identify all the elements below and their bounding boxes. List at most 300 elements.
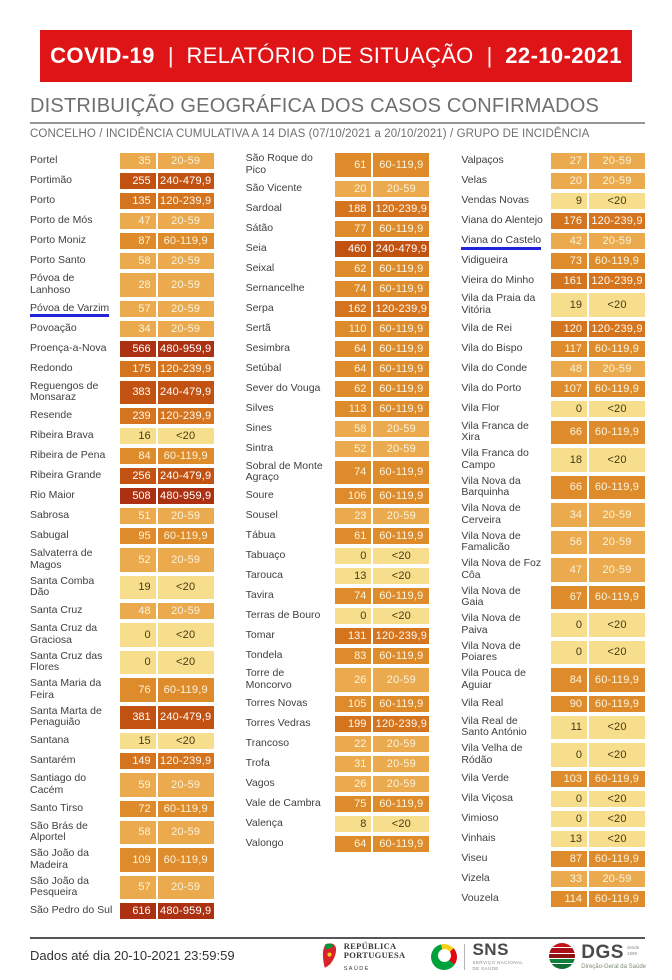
incidence-group-cell: 60-119,9: [373, 381, 429, 397]
municipality-name: Póvoa de Lanhoso: [30, 272, 75, 296]
municipality-name: São João da Pesqueira: [30, 874, 89, 899]
confirmed-cases-value-cell: 256: [120, 468, 156, 484]
confirmed-cases-value-cell: 64: [335, 341, 371, 357]
table-row: [246, 528, 430, 544]
table-row: [461, 321, 645, 337]
municipality-name: Santa Comba Dão: [30, 574, 95, 599]
incidence-group-cell: 480-959,9: [158, 488, 214, 504]
confirmed-cases-value-cell: 175: [120, 361, 156, 377]
municipality-name: Ribeira Brava: [30, 429, 94, 442]
table-row: [30, 651, 214, 675]
incidence-group-cell: 20-59: [589, 558, 645, 582]
municipality-name: Vila de Rei: [461, 321, 512, 334]
confirmed-cases-value-cell: 8: [335, 816, 371, 832]
republica-saude-label: SAÚDE: [343, 965, 370, 972]
incidence-group-cell: 120-239,9: [373, 628, 429, 644]
confirmed-cases-value-cell: 75: [335, 796, 371, 812]
table-row: [30, 848, 214, 872]
confirmed-cases-value-cell: 22: [335, 736, 371, 752]
table-row: [30, 381, 214, 405]
municipality-name: Vila Nova da Barquinha: [461, 474, 521, 499]
table-row: [30, 733, 214, 749]
incidence-group-cell: <20: [373, 548, 429, 564]
situation-report-page: [0, 30, 672, 980]
incidence-group-cell: 20-59: [589, 531, 645, 555]
table-row: [30, 903, 214, 919]
municipality-name: Vila do Porto: [461, 381, 522, 394]
table-row: [461, 173, 645, 189]
table-row: [30, 753, 214, 769]
sns-logo: [431, 941, 523, 972]
table-row: [461, 613, 645, 637]
table-row: [246, 716, 430, 732]
table-row: [30, 678, 214, 702]
municipality-name: São Brás de Alportel: [30, 819, 88, 844]
municipality-name: Vila do Bispo: [461, 341, 523, 354]
table-row: [246, 508, 430, 524]
table-row: [30, 213, 214, 229]
municipality-name: Sertã: [245, 321, 271, 334]
municipality-name: Silves: [245, 401, 274, 414]
confirmed-cases-value-cell: 77: [335, 221, 371, 237]
republica-wordmark: REPÚBLICA PORTUGUESA: [343, 940, 406, 961]
municipality-name: São Pedro do Sul: [30, 904, 113, 917]
municipality-name: Vendas Novas: [461, 194, 530, 207]
table-row: [30, 508, 214, 524]
table-row: [461, 233, 645, 249]
table-row: [246, 241, 430, 257]
banner-date-label: 22-10-2021: [505, 43, 622, 68]
portugal-emblem-icon: [321, 942, 338, 969]
incidence-group-cell: 20-59: [589, 233, 645, 249]
table-row: [461, 716, 645, 740]
incidence-group-cell: 20-59: [158, 548, 214, 572]
municipality-name: Seia: [245, 241, 267, 254]
incidence-group-cell: 60-119,9: [589, 851, 645, 867]
table-row: [246, 756, 430, 772]
table-row: [246, 341, 430, 357]
incidence-group-cell: 60-119,9: [373, 321, 429, 337]
incidence-group-cell: 20-59: [589, 153, 645, 169]
table-row: [246, 608, 430, 624]
incidence-group-cell: 60-119,9: [373, 488, 429, 504]
municipality-name: Santa Maria da Feira: [30, 677, 102, 701]
incidence-group-cell: 60-119,9: [373, 361, 429, 377]
incidence-group-cell: 60-119,9: [373, 401, 429, 417]
table-row: [30, 528, 214, 544]
table-row: [30, 623, 214, 647]
dgs-subtitle: Direção-Geral da Saúde: [581, 964, 646, 971]
incidence-group-cell: 60-119,9: [373, 221, 429, 237]
confirmed-cases-value-cell: 56: [551, 531, 587, 555]
incidence-group-cell: 20-59: [589, 361, 645, 377]
municipality-name: Torre de Moncorvo: [245, 667, 292, 691]
incidence-group-cell: 60-119,9: [158, 848, 214, 872]
municipality-name: Rio Maior: [30, 489, 75, 502]
incidence-group-cell: 120-239,9: [373, 716, 429, 732]
incidence-group-cell: 120-239,9: [158, 193, 214, 209]
banner-product-label: COVID-19: [50, 43, 155, 68]
table-column-3: [461, 153, 645, 923]
table-row: [461, 381, 645, 397]
confirmed-cases-value-cell: 135: [120, 193, 156, 209]
municipality-name: Sousel: [245, 509, 278, 522]
confirmed-cases-value-cell: 58: [120, 821, 156, 845]
table-row: [30, 253, 214, 269]
table-row: [461, 293, 645, 317]
municipality-name: Ribeira Grande: [30, 469, 102, 482]
table-row: [246, 736, 430, 752]
confirmed-cases-value-cell: 199: [335, 716, 371, 732]
incidence-group-cell: 60-119,9: [589, 253, 645, 269]
incidence-group-cell: <20: [589, 613, 645, 637]
municipality-name: Povoação: [30, 321, 77, 334]
page-title: DISTRIBUIÇÃO GEOGRÁFICA DOS CASOS CONFIRMADOS: [30, 95, 645, 124]
confirmed-cases-value-cell: 74: [335, 461, 371, 485]
municipality-name: Vale de Cambra: [245, 796, 321, 809]
confirmed-cases-value-cell: 0: [335, 608, 371, 624]
confirmed-cases-value-cell: 19: [120, 576, 156, 600]
confirmed-cases-value-cell: 239: [120, 408, 156, 424]
confirmed-cases-value-cell: 0: [335, 548, 371, 564]
municipality-name: Vila Real: [461, 696, 504, 709]
municipality-name: Santo Tirso: [30, 801, 84, 814]
confirmed-cases-value-cell: 26: [335, 776, 371, 792]
confirmed-cases-value-cell: 51: [120, 508, 156, 524]
municipality-name: Tarouca: [245, 569, 284, 582]
incidence-group-cell: 60-119,9: [373, 648, 429, 664]
municipality-name: Vila Franca de Xira: [461, 419, 529, 444]
confirmed-cases-value-cell: 103: [551, 771, 587, 787]
confirmed-cases-value-cell: 90: [551, 696, 587, 712]
incidence-group-cell: 60-119,9: [158, 448, 214, 464]
municipality-name: Vila Nova de Gaia: [461, 584, 521, 609]
confirmed-cases-value-cell: 0: [551, 743, 587, 767]
confirmed-cases-value-cell: 34: [120, 321, 156, 337]
table-row: [246, 776, 430, 792]
incidence-group-cell: 60-119,9: [373, 281, 429, 297]
confirmed-cases-value-cell: 52: [335, 441, 371, 457]
banner-title-label: RELATÓRIO DE SITUAÇÃO: [186, 43, 474, 68]
incidence-group-cell: 20-59: [158, 321, 214, 337]
municipality-name: Tabuaço: [245, 549, 286, 562]
incidence-group-cell: 60-119,9: [589, 891, 645, 907]
confirmed-cases-value-cell: 62: [335, 261, 371, 277]
incidence-group-cell: <20: [589, 448, 645, 472]
municipality-name: Vila Flor: [461, 401, 500, 414]
incidence-group-cell: 20-59: [373, 736, 429, 752]
municipality-name: Tavira: [245, 589, 274, 602]
confirmed-cases-value-cell: 58: [335, 421, 371, 437]
table-row: [30, 603, 214, 619]
incidence-group-cell: 60-119,9: [589, 476, 645, 500]
confirmed-cases-value-cell: 106: [335, 488, 371, 504]
confirmed-cases-value-cell: 27: [551, 153, 587, 169]
incidence-group-cell: 240-479,9: [373, 241, 429, 257]
table-row: [30, 173, 214, 189]
table-row: [246, 568, 430, 584]
table-row: [30, 233, 214, 249]
incidence-group-cell: 120-239,9: [158, 408, 214, 424]
incidence-group-cell: 120-239,9: [589, 321, 645, 337]
municipality-name: Terras de Bouro: [245, 609, 321, 622]
incidence-group-cell: <20: [373, 568, 429, 584]
municipality-name: Torres Vedras: [245, 716, 311, 729]
republica-portuguesa-logo: [321, 942, 406, 972]
incidence-group-cell: <20: [589, 401, 645, 417]
municipality-name: Valença: [245, 816, 283, 829]
table-row: [461, 558, 645, 582]
incidence-group-cell: 20-59: [158, 273, 214, 297]
incidence-group-cell: 60-119,9: [373, 528, 429, 544]
confirmed-cases-value-cell: 62: [335, 381, 371, 397]
table-row: [461, 341, 645, 357]
confirmed-cases-value-cell: 19: [551, 293, 587, 317]
table-row: [30, 821, 214, 845]
municipality-name: Sabugal: [30, 529, 69, 542]
sns-divider: [464, 944, 465, 970]
confirmed-cases-value-cell: 64: [335, 836, 371, 852]
municipality-name: Vila Nova de Paiva: [461, 612, 521, 636]
confirmed-cases-value-cell: 20: [551, 173, 587, 189]
incidence-group-cell: 60-119,9: [589, 341, 645, 357]
municipality-name: Vila Real de Santo António: [461, 714, 527, 739]
municipality-name: Vimioso: [461, 811, 499, 824]
confirmed-cases-value-cell: 87: [551, 851, 587, 867]
table-row: [246, 153, 430, 177]
incidence-group-cell: 60-119,9: [589, 381, 645, 397]
confirmed-cases-value-cell: 67: [551, 586, 587, 610]
municipality-name: Vila da Praia da Vitória: [461, 292, 536, 316]
confirmed-cases-value-cell: 11: [551, 716, 587, 740]
table-row: [246, 628, 430, 644]
incidence-group-cell: <20: [158, 651, 214, 675]
table-row: [246, 361, 430, 377]
table-row: [246, 588, 430, 604]
confirmed-cases-value-cell: 84: [120, 448, 156, 464]
confirmed-cases-value-cell: 0: [551, 613, 587, 637]
dgs-acronym: DGS: [581, 942, 624, 964]
municipality-name: Salvaterra de Magos: [30, 547, 93, 571]
municipality-name: Sesimbra: [245, 341, 291, 354]
table-row: [246, 796, 430, 812]
municipality-name: Sátão: [245, 221, 274, 234]
incidence-group-cell: 20-59: [373, 181, 429, 197]
table-row: [30, 876, 214, 900]
confirmed-cases-value-cell: 383: [120, 381, 156, 405]
municipality-name: Vila Nova de Poiares: [461, 639, 521, 664]
incidence-group-cell: 480-959,9: [158, 341, 214, 357]
confirmed-cases-value-cell: 42: [551, 233, 587, 249]
table-row: [246, 836, 430, 852]
incidence-group-cell: <20: [589, 791, 645, 807]
table-row: [30, 273, 214, 297]
municipality-name: Póvoa de Varzim: [30, 301, 110, 314]
confirmed-cases-value-cell: 83: [335, 648, 371, 664]
incidence-group-cell: <20: [589, 293, 645, 317]
municipality-name: Vidigueira: [461, 254, 508, 267]
incidence-group-cell: 240-479,9: [158, 381, 214, 405]
table-row: [30, 408, 214, 424]
table-row: [30, 321, 214, 337]
confirmed-cases-value-cell: 110: [335, 321, 371, 337]
municipality-name: Portel: [30, 154, 58, 167]
municipality-name: Viana do Castelo: [461, 234, 542, 247]
table-row: [461, 871, 645, 887]
municipality-name: Valongo: [245, 836, 284, 849]
municipality-name: Vila Pouca de Aguiar: [461, 667, 526, 691]
incidence-group-cell: 120-239,9: [158, 361, 214, 377]
confirmed-cases-value-cell: 0: [551, 811, 587, 827]
table-row: [461, 273, 645, 289]
incidence-group-cell: 60-119,9: [589, 696, 645, 712]
confirmed-cases-value-cell: 74: [335, 281, 371, 297]
banner-separator: |: [167, 43, 174, 68]
incidence-group-cell: 20-59: [373, 756, 429, 772]
municipality-name: Vila Nova de Cerveira: [461, 502, 521, 526]
table-column-2: [246, 153, 430, 923]
table-row: [461, 361, 645, 377]
municipality-name: Sabrosa: [30, 509, 70, 522]
confirmed-cases-value-cell: 48: [120, 603, 156, 619]
municipality-name: São Vicente: [245, 181, 303, 194]
municipality-name: Santa Cruz: [30, 604, 83, 617]
incidence-group-cell: 20-59: [373, 668, 429, 692]
municipality-name: Trofa: [245, 756, 270, 769]
incidence-group-cell: 60-119,9: [373, 588, 429, 604]
municipality-name: Tomar: [245, 629, 275, 642]
municipality-name: Reguengos de Monsaraz: [30, 379, 99, 404]
table-row: [246, 668, 430, 692]
confirmed-cases-value-cell: 66: [551, 421, 587, 445]
municipality-name: Trancoso: [245, 736, 290, 749]
confirmed-cases-value-cell: 84: [551, 668, 587, 692]
municipality-name: Sernancelhe: [245, 281, 305, 294]
table-row: [246, 301, 430, 317]
confirmed-cases-value-cell: 616: [120, 903, 156, 919]
confirmed-cases-value-cell: 176: [551, 213, 587, 229]
table-row: [246, 421, 430, 437]
incidence-group-cell: <20: [589, 716, 645, 740]
confirmed-cases-value-cell: 109: [120, 848, 156, 872]
sns-acronym: SNS: [472, 940, 509, 960]
confirmed-cases-value-cell: 31: [335, 756, 371, 772]
incidence-group-cell: <20: [158, 623, 214, 647]
municipality-name: Vagos: [245, 776, 275, 789]
incidence-group-cell: 20-59: [158, 213, 214, 229]
municipality-name: Vila Franca do Campo: [461, 447, 529, 471]
table-row: [30, 361, 214, 377]
municipality-name: Velas: [461, 174, 488, 187]
table-row: [461, 851, 645, 867]
table-row: [461, 891, 645, 907]
incidence-group-cell: 60-119,9: [158, 233, 214, 249]
confirmed-cases-value-cell: 61: [335, 528, 371, 544]
incidence-group-cell: 20-59: [158, 253, 214, 269]
confirmed-cases-value-cell: 72: [120, 801, 156, 817]
incidence-group-cell: 60-119,9: [373, 461, 429, 485]
incidence-table: [30, 153, 645, 923]
incidence-group-cell: <20: [589, 193, 645, 209]
confirmed-cases-value-cell: 0: [120, 651, 156, 675]
table-row: [246, 221, 430, 237]
table-row: [461, 421, 645, 445]
table-row: [246, 321, 430, 337]
confirmed-cases-value-cell: 16: [120, 428, 156, 444]
confirmed-cases-value-cell: 47: [120, 213, 156, 229]
table-row: [30, 428, 214, 444]
incidence-group-cell: 20-59: [158, 153, 214, 169]
incidence-group-cell: <20: [373, 816, 429, 832]
table-row: [30, 153, 214, 169]
incidence-group-cell: 20-59: [158, 821, 214, 845]
incidence-group-cell: <20: [158, 733, 214, 749]
incidence-group-cell: 240-479,9: [158, 173, 214, 189]
table-row: [246, 201, 430, 217]
municipality-name: Santana: [30, 734, 70, 747]
table-row: [30, 773, 214, 797]
municipality-name: Sever do Vouga: [245, 381, 321, 394]
incidence-group-cell: 20-59: [373, 776, 429, 792]
municipality-name: Sines: [245, 421, 272, 434]
municipality-name: Vila Nova de Famalicão: [461, 529, 521, 554]
footer-divider: [30, 937, 645, 939]
incidence-group-cell: 60-119,9: [373, 153, 429, 177]
table-row: [461, 771, 645, 787]
confirmed-cases-value-cell: 105: [335, 696, 371, 712]
table-row: [30, 468, 214, 484]
incidence-group-cell: 60-119,9: [373, 261, 429, 277]
municipality-name: Viana do Alentejo: [461, 214, 543, 227]
municipality-name: Soure: [245, 489, 274, 502]
incidence-group-cell: 60-119,9: [158, 678, 214, 702]
confirmed-cases-value-cell: 9: [551, 193, 587, 209]
table-row: [461, 641, 645, 665]
municipality-name: Vizela: [461, 871, 490, 884]
incidence-group-cell: <20: [589, 743, 645, 767]
confirmed-cases-value-cell: 95: [120, 528, 156, 544]
municipality-name: Serpa: [245, 301, 274, 314]
sns-subtitle: SERVIÇO NACIONAL DE SAÚDE: [472, 960, 524, 972]
incidence-group-cell: 60-119,9: [373, 341, 429, 357]
confirmed-cases-value-cell: 15: [120, 733, 156, 749]
incidence-group-cell: 60-119,9: [589, 421, 645, 445]
incidence-group-cell: 60-119,9: [589, 586, 645, 610]
table-row: [246, 548, 430, 564]
incidence-group-cell: 60-119,9: [373, 696, 429, 712]
table-row: [30, 193, 214, 209]
municipality-name: Porto Santo: [30, 254, 86, 267]
confirmed-cases-value-cell: 131: [335, 628, 371, 644]
municipality-name: Viseu: [461, 851, 488, 864]
confirmed-cases-value-cell: 47: [551, 558, 587, 582]
table-row: [246, 381, 430, 397]
incidence-group-cell: 20-59: [373, 441, 429, 457]
incidence-group-cell: 120-239,9: [373, 301, 429, 317]
municipality-name: Santarém: [30, 754, 76, 767]
municipality-name: Vinhais: [461, 831, 496, 844]
municipality-name: Sardoal: [245, 201, 282, 214]
municipality-name: Santiago do Cacém: [30, 772, 87, 796]
table-row: [461, 193, 645, 209]
incidence-group-cell: <20: [589, 811, 645, 827]
page-subtitle: CONCELHO / INCIDÊNCIA CUMULATIVA A 14 DIAS (07/10/2021 a 20/10/2021) / GRUPO DE INCIDÊNCIA: [30, 128, 590, 140]
confirmed-cases-value-cell: 34: [551, 503, 587, 527]
table-row: [461, 668, 645, 692]
incidence-group-cell: 240-479,9: [158, 706, 214, 730]
incidence-group-cell: 20-59: [158, 508, 214, 524]
table-row: [461, 476, 645, 500]
